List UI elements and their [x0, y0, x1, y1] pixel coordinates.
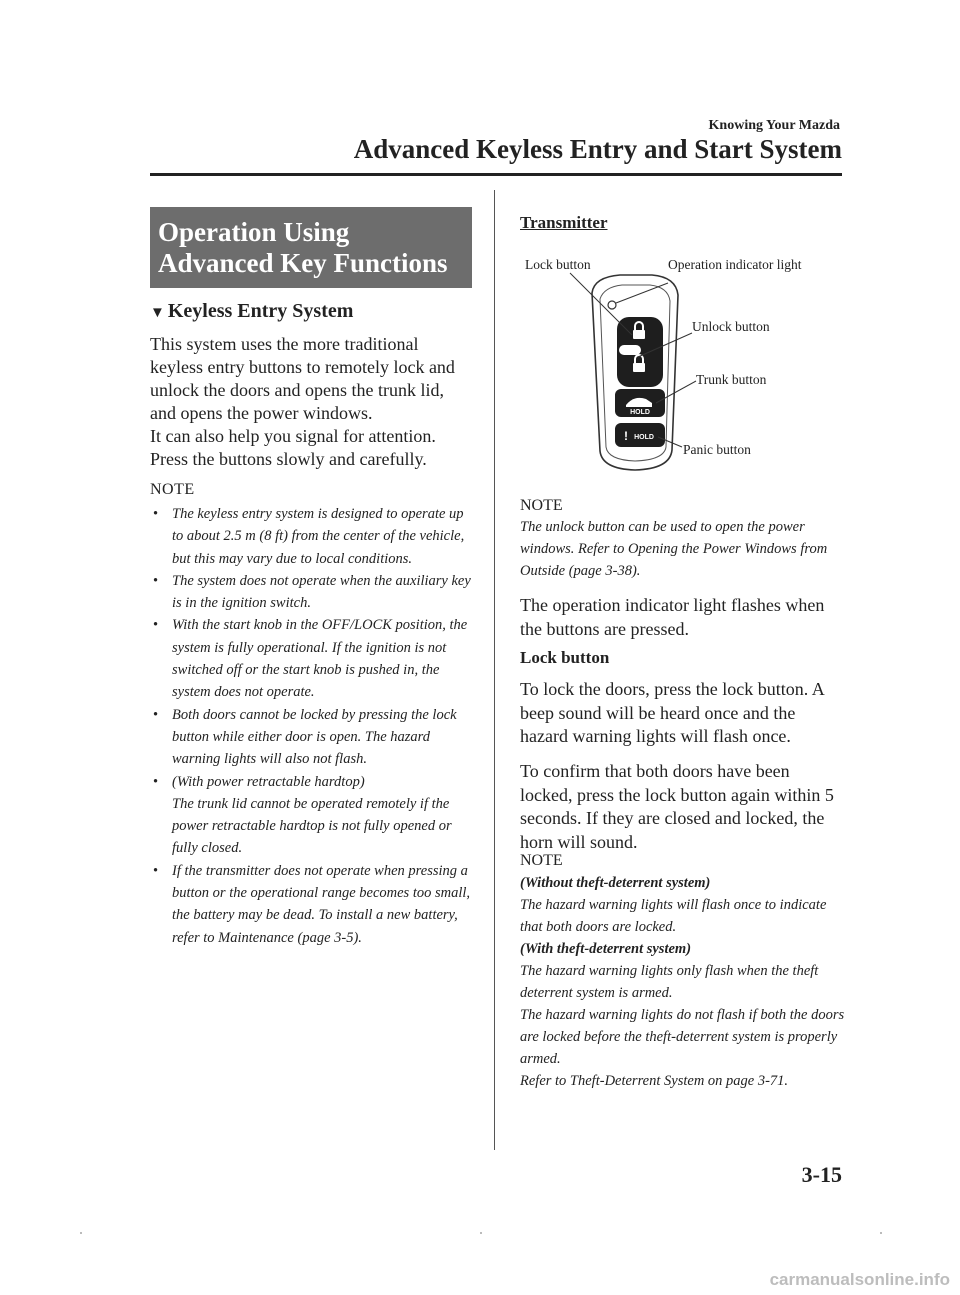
note-item: • If the transmitter does not operate when pressing a button or the operational range becomes too small, the battery may be dead. To install a new battery, refer to Maintenance (page 3-5). [150, 860, 472, 949]
bullet-icon: • [153, 617, 159, 634]
trunk-hold-text: HOLD [630, 409, 650, 416]
note-text [520, 872, 845, 1092]
left-column [150, 207, 472, 949]
column-divider [494, 190, 495, 1150]
subheading [150, 300, 472, 323]
note-item: • (With power retractable hardtop) The trunk lid cannot be operated remotely if the power retractable hardtop is not fully opened or fully closed. [150, 771, 472, 860]
note-item: • The system does not operate when the auxiliary key is in the ignition switch. [150, 570, 472, 615]
transmitter-figure [520, 255, 845, 495]
note-item: • With the start knob in the OFF/LOCK position, the system is fully operational. If the ignition is not switched off or the start knob is pushed in, the system does not operate. [150, 614, 472, 703]
indicator-paragraph: The operation indicator light flashes when the buttons are pressed. [520, 595, 825, 639]
note-item: • Both doors cannot be locked by pressing the lock button while either door is open. The hazard warning lights will also not flash. [150, 704, 472, 771]
trunk-button-label: Trunk button [696, 372, 767, 387]
unlock-button-label: Unlock button [692, 319, 770, 334]
confirm-paragraph: To confirm that both doors have been locked, press the lock button again within 5 seconds. If they are closed and locked, the horn will sound. [520, 761, 834, 852]
subheading-text: Keyless Entry System [167, 300, 354, 322]
crop-mark [480, 1232, 482, 1234]
triangle-marker-icon: ▼ [150, 305, 165, 321]
lock-button-label: Lock button [525, 257, 591, 272]
running-header-title: Advanced Keyless Entry and Start System [353, 134, 842, 164]
panic-hold-text: HOLD [634, 434, 654, 441]
section-banner: Operation Using Advanced Key Functions [150, 207, 472, 288]
lock-button-heading: Lock button [520, 648, 610, 667]
watermark[interactable]: carmanualsonline.info [769, 1270, 950, 1289]
bullet-icon: • [153, 862, 159, 879]
note-label: NOTE [520, 852, 563, 869]
note-list [150, 503, 472, 949]
indicator-light-label: Operation indicator light [668, 257, 802, 272]
note-label: NOTE [150, 481, 195, 498]
key-fob-illustration [520, 255, 845, 495]
intro-paragraph: Press the buttons slowly and carefully. [150, 449, 427, 469]
bullet-icon: • [153, 706, 159, 723]
intro-paragraph: It can also help you signal for attention. [150, 426, 436, 446]
intro-paragraph: This system uses the more traditional keyless entry buttons to remotely lock and unlock the doors and opens the trunk lid, and opens the power windows. [150, 334, 455, 423]
note-label: NOTE [520, 497, 563, 514]
note-heading: (With theft-deterrent system) [520, 941, 692, 957]
bullet-icon: • [153, 773, 159, 790]
header-rule [150, 173, 842, 176]
bullet-icon: • [153, 572, 159, 589]
bullet-icon: • [153, 506, 159, 522]
note-item: • The keyless entry system is designed to operate up to about 2.5 m (8 ft) from the center of the vehicle, but this may vary due to local conditions. [150, 503, 472, 570]
note-paragraph: Refer to Theft-Deterrent System on page 3-71. [520, 1073, 789, 1089]
note-paragraph: The hazard warning lights only flash when the theft deterrent system is armed. [520, 963, 819, 1001]
crop-mark [880, 1232, 882, 1234]
transmitter-heading: Transmitter [520, 213, 608, 232]
note-text: The unlock button can be used to open the power windows. Refer to Opening the Power Windows from Outside (page 3-38). [520, 519, 828, 579]
intro-text [150, 333, 472, 471]
svg-text:!: ! [624, 429, 628, 443]
indicator-light [608, 301, 616, 309]
note-paragraph: The hazard warning lights will flash once to indicate that both doors are locked. [520, 897, 827, 935]
crop-mark [80, 1232, 82, 1234]
panic-button-label: Panic button [683, 442, 751, 457]
running-header-section: Knowing Your Mazda [708, 118, 840, 133]
page-number: 3-15 [801, 1162, 842, 1187]
lock-paragraph: To lock the doors, press the lock button. A beep sound will be heard once and the hazard warning lights will flash once. [520, 679, 824, 746]
note-heading: (Without theft-deterrent system) [520, 875, 711, 891]
note-paragraph: The hazard warning lights do not flash if both the doors are locked before the theft-deterrent system is properly armed. [520, 1007, 845, 1067]
